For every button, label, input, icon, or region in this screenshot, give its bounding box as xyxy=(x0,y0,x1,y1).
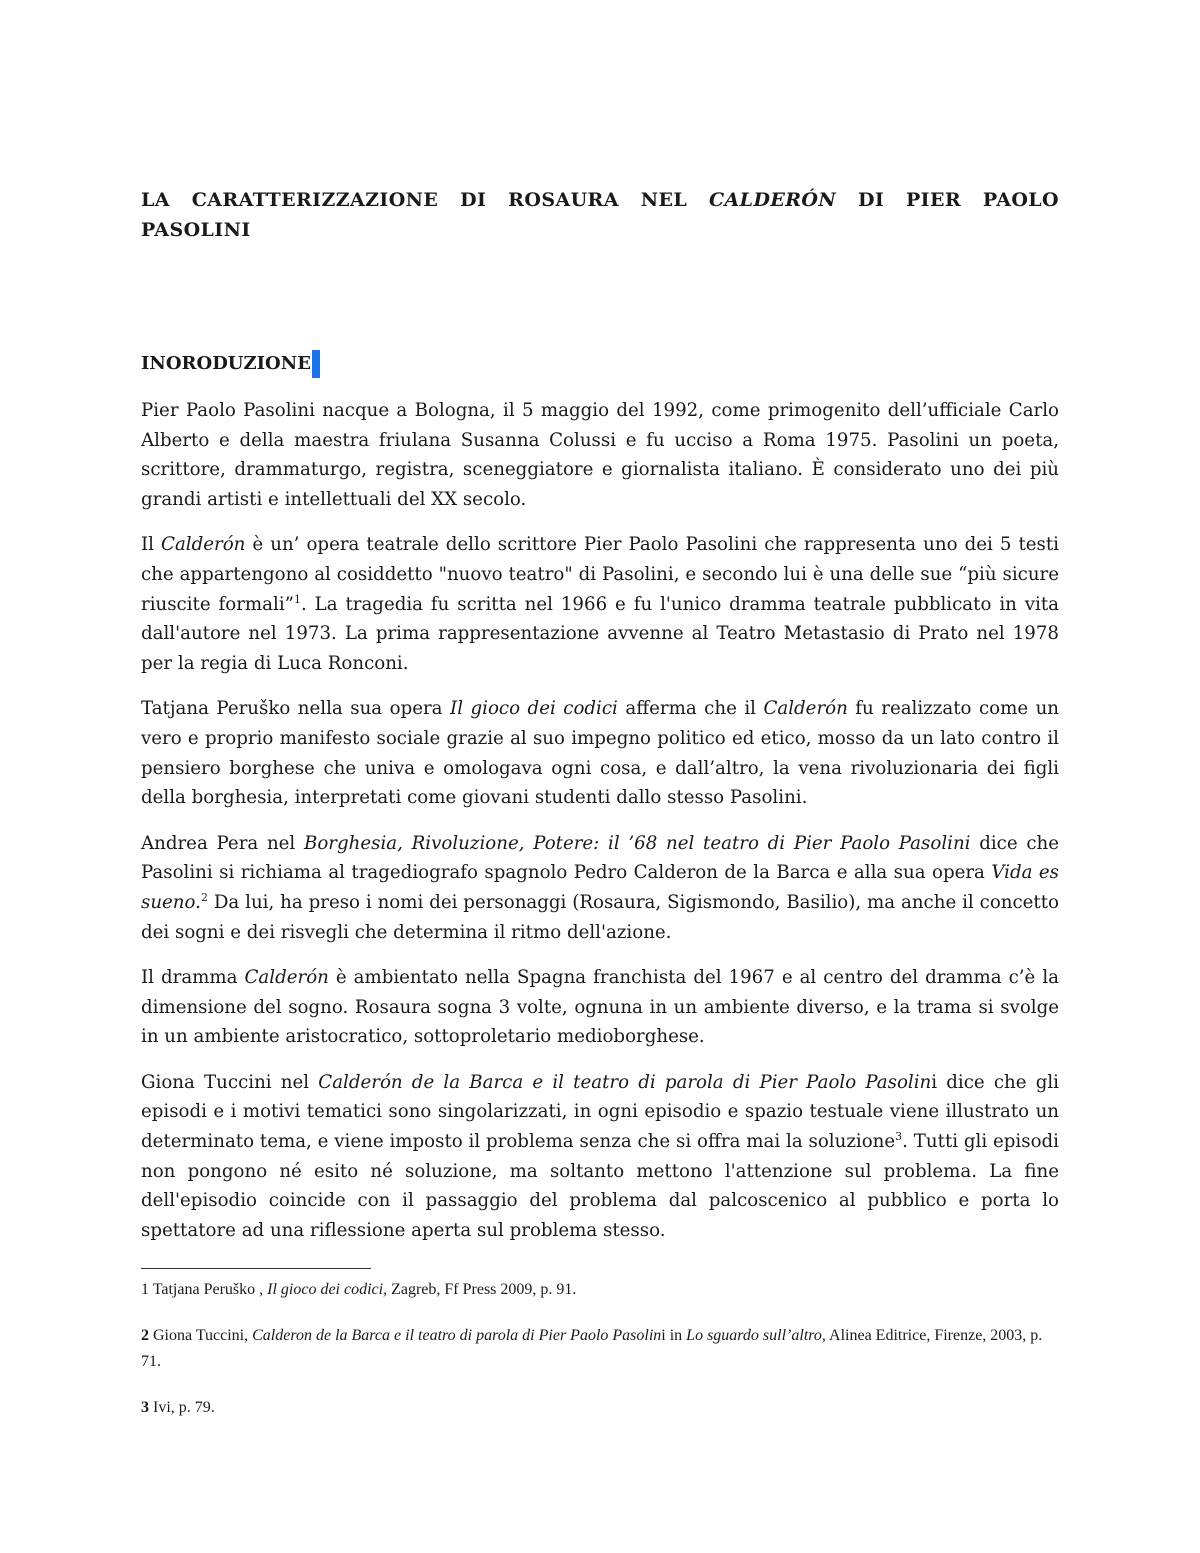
paragraph-6 xyxy=(141,1068,1059,1246)
text-run: . La tragedia fu scritta nel 1966 e fu l'unico dramma teatrale pubblicato in vita dall'autore nel 1973. La prima rappresentazione avvenne al Teatro Metastasio di Prato nel 1978 per la regia di Luca Ronconi. xyxy=(141,593,1059,674)
paragraph-5 xyxy=(141,963,1059,1052)
text-cursor xyxy=(312,350,320,378)
italic-run: Lo sguardo sull’altro, xyxy=(686,1327,826,1344)
text-run: i dice che gli episodi e i motivi tematici sono singolarizzati, in ogni episodio e spazio testuale viene illustrato un determinato tema, e viene imposto il problema senza che si offra mai la soluzione xyxy=(141,1071,1059,1153)
italic-run: Il gioco dei codici xyxy=(450,698,618,720)
italic-run: Vida es sueno. xyxy=(141,862,1059,913)
text-run: Tatjana Peruško , xyxy=(149,1281,268,1298)
italic-run: Calderón xyxy=(244,967,329,989)
footnote-3 xyxy=(141,1395,1059,1421)
text-run: Alinea Editrice, Firenze, 2003, p. 71. xyxy=(141,1327,1043,1370)
text-run: Zagreb, Ff Press 2009, p. 91. xyxy=(387,1281,577,1298)
text-run: Il xyxy=(141,534,162,556)
text-run: è un’ opera teatrale dello scrittore Pier Paolo Pasolini che rappresenta uno dei 5 testi che appartengono al cosiddetto "nuovo teatro" di Pasolini, e secondo lui è una delle sue “più sicure riuscite formali” xyxy=(141,534,1059,615)
footnote-ref-2[interactable]: 2 xyxy=(200,890,208,904)
text-run: fu realizzato come un vero e proprio manifesto sociale grazie al suo impegno politico ed etico, mosso da un lato contro il pensiero borghese che univa e omologava ogni cosa, e dall’altro, la vena rivoluzionaria dei figli della borghesia, interpretati come giovani studenti dallo stesso Pasolini. xyxy=(141,698,1060,809)
footnote-ref-1[interactable]: 1 xyxy=(293,592,301,606)
text-run: è ambientato nella Spagna franchista del 1967 e al centro del dramma c’è la dimensione del sogno. Rosaura sogna 3 volte, ognuna in un ambiente diverso, e la trama si svolge in un ambiente aristocratico, sottoproletario medioborghese. xyxy=(141,967,1059,1048)
italic-run: Borghesia, Rivoluzione, Potere: il ’68 nel teatro di Pier Paolo Pasolini xyxy=(303,832,971,854)
italic-run: Calderón xyxy=(763,698,848,720)
text-run: Tatjana Peruško nella sua opera xyxy=(141,698,451,720)
text-run: afferma che il xyxy=(617,698,764,720)
document-page xyxy=(141,0,1059,1553)
text-run: Pier Paolo Pasolini nacque a Bologna, il 5 maggio del 1992, come primogenito dell’ufficiale Carlo Alberto e della maestra friulana Susanna Colussi e fu ucciso a Roma 1975. Pasolini un poeta, scrittore, drammaturgo, registra, sceneggiatore e giornalista italiano. È considerato uno dei più grandi artisti e intellettuali del XX secolo. xyxy=(141,400,1059,510)
italic-run: Calderón de la Barca e il teatro di parola di Pier Paolo Pasolin xyxy=(318,1071,932,1093)
text-run: i in xyxy=(661,1327,687,1344)
paragraph-3 xyxy=(141,694,1059,812)
paragraph-4 xyxy=(141,829,1059,947)
text-run: Ivi, p. 79. xyxy=(149,1399,215,1416)
footnote-1 xyxy=(141,1277,1059,1303)
italic-run: Calderon de la Barca e il teatro di parola di Pier Paolo Pasolin xyxy=(252,1327,662,1344)
italic-run: Calderón xyxy=(161,534,246,556)
footnotes xyxy=(141,1277,1059,1441)
footnote-separator xyxy=(141,1268,371,1269)
text-run: Andrea Pera nel xyxy=(141,832,304,854)
text-run: dice che Pasolini si richiama al tragediografo spagnolo Pedro Calderon de la Barca e alla sua opera xyxy=(141,832,1060,884)
text-run: Giona Tuccini nel xyxy=(141,1071,319,1093)
footnote-number: 2 xyxy=(141,1327,149,1344)
paragraph-2 xyxy=(141,530,1059,678)
text-run: Il dramma xyxy=(141,967,245,989)
title-italic: CALDERÓN xyxy=(709,189,837,211)
section-heading-text: INORODUZIONE xyxy=(141,353,311,374)
text-run: . Tutti gli episodi non pongono né esito né soluzione, ma soltanto mettono l'attenzione sul problema. La fine dell'episodio coincide con il passaggio del problema dal palcoscenico al pubblico e porta lo spettatore ad una riflessione aperta sul problema stesso. xyxy=(141,1131,1059,1241)
body-text[interactable] xyxy=(141,396,1059,1261)
footnote-ref-3[interactable]: 3 xyxy=(895,1130,903,1143)
footnote-number: 1 xyxy=(141,1281,149,1298)
italic-run: Il gioco dei codici, xyxy=(267,1281,388,1298)
paragraph-1 xyxy=(141,396,1059,514)
footnote-number: 3 xyxy=(141,1399,149,1416)
section-heading[interactable] xyxy=(141,350,320,378)
text-run: Giona Tuccini, xyxy=(149,1327,253,1344)
title-line-2: PASOLINI xyxy=(141,219,251,241)
text-run: Da lui, ha preso i nomi dei personaggi (Rosaura, Sigismondo, Basilio), ma anche il concetto dei sogni e dei risvegli che determina il ritmo dell'azione. xyxy=(141,891,1059,943)
title-part: DI PIER PAOLO xyxy=(836,189,1059,211)
title-part: LA CARATTERIZZAZIONE DI ROSAURA NEL xyxy=(141,189,710,211)
document-title xyxy=(141,185,1059,245)
footnote-2 xyxy=(141,1323,1059,1375)
